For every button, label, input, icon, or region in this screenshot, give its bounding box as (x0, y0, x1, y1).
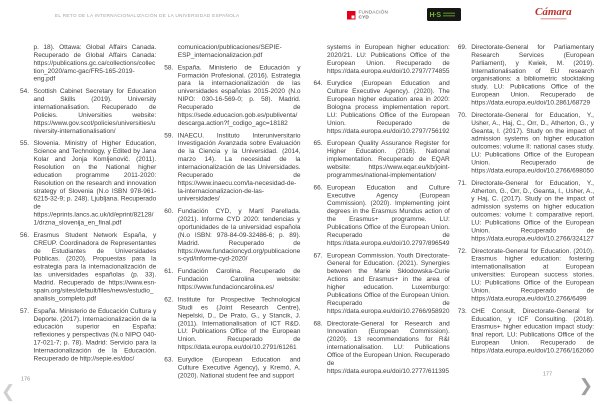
reference-text: Fundación Carolina. Recuperado de Fundación Carolina website: https://www.fundacioncarolina.es/ (177, 267, 301, 291)
page-number-right: 177 (542, 371, 552, 377)
reference-number: 67. (313, 251, 323, 259)
reference-number: 58. (164, 63, 174, 71)
reference-item (164, 267, 300, 291)
prev-page-icon[interactable]: ❮ (1, 382, 16, 401)
camara-logo-smalltext (540, 18, 566, 20)
partner-logo-glyph: H·S (429, 10, 441, 19)
references-column (164, 43, 300, 396)
reference-text: Eurydice (European Education and Culture Executive Agency). (2020). The European higher education area in 2020: Bologna process implementation report. LU: Publications Office of the European Union. Recuperado de https://data.europa.eu/doi/10.2797/756192 (327, 79, 450, 135)
reference-number: 63. (164, 355, 174, 363)
reference-number: 73. (457, 306, 467, 315)
references-column (20, 43, 156, 396)
reference-text: Directorate-General for Parliamentary Research Services (European Parliament), y Kwiek, M. (2019). Internationalisation of EU research organisations: a bibliometric stocktaking study. LU: Publications Office of the European Union. Recuperado de https://data.europa.eu/doi/10.2861/68729 (471, 43, 594, 107)
reference-number: 56. (20, 230, 30, 239)
reference-text: España. Ministerio de Educación Cultura y Deporte. (2017). Internacionalización de la educación superior en España: reflexiones y perspectivas (N.o NIPO 040-17-021-7; p. 78). Madrid: Servicio para la Internacionalización de la Educación. Recuperado de http://sepie.es/doc/ (33, 306, 157, 362)
reference-item (164, 355, 300, 379)
reference-text: systems in European higher education: 2020/21. LU: Publications Office of the European Union. Recuperado de https://data.europa.eu/doi/10.2797/774855 (327, 43, 450, 75)
reference-number: 62. (164, 295, 174, 303)
reference-text: p. 18). Ottawa: Global Affairs Canada. Recuperado de Global Affairs Canada: https://publications.gc.ca/collections/collection_2020/amc-gac/FR5-165-2019-eng.pdf (33, 43, 157, 83)
reference-item (20, 231, 156, 302)
reference-number: 68. (313, 319, 323, 327)
reference-number (20, 43, 34, 83)
reference-text: Scottish Cabinet Secretary for Education and Skills (2019). University internationalisation. Recuperado de Policies. Universities website: https://www.gov.scot/policies/universities/university-internationalisation/ (33, 87, 157, 135)
reference-number: 59. (164, 131, 174, 139)
reference-item (314, 183, 450, 246)
reference-number: 55. (20, 139, 30, 147)
cyd-logo-text (359, 10, 389, 20)
reference-item (458, 179, 594, 242)
reference-text: España. Ministerio de Educación y Formación Profesional. (2016). Estrategia para la internacionalización de las universidades españolas 2015-2020 (N.o NIPO: 030-16-569-0; p. 58). Madrid. Recuperado de https://sede.educacion.gob.es/publiventa/descarga.action?f_codigo_agc=18182 (177, 63, 301, 127)
page-left (20, 43, 301, 396)
partner-logo-smalltext (443, 13, 455, 17)
page-right (314, 43, 595, 396)
running-header-title: EL RETO DE LA INTERNACIONALIZACIÓN DE LA UNIVERSIDAD ESPAÑOLA (55, 13, 240, 19)
references-column (314, 43, 450, 396)
reference-item (314, 43, 450, 75)
reference-item (164, 207, 300, 263)
reference-number: 69. (457, 43, 467, 51)
reference-item (314, 251, 450, 314)
reference-item (314, 139, 450, 179)
reference-item (164, 43, 300, 59)
reference-text: Institute for Prospective Technological Studi es (Joint Research Centre), Nepelski, D., De Prato, G., y Stancik, J. (2011). Internationalisation of ICT R&D. LU: Publications Office of the European Union. Recuperado de https://data.europa.eu/doi/10.2791/61261 (177, 295, 301, 351)
next-page-icon[interactable]: ❯ (578, 376, 593, 395)
reference-text: Directorate-General for Education. (2010). Erasmus higher education: fostering internationalisation at European universities: European success stories. LU: Publications Office of the European Union. Recuperado de https://data.europa.eu/doi/10.2766/6499 (471, 246, 594, 302)
reference-text: Directorate-General for Education, Y., Atherton, G., Orr, D., Geanta, I., Usher, A., y Haj, C. (2017). Study on the impact of admission systems on higher education outcomes: volume I: comparative report. LU: Publications Office of the European Union. Recuperado de https://data.europa.eu/doi/10.2766/324127 (471, 178, 594, 242)
reference-number: 71. (457, 178, 467, 187)
reference-item (164, 63, 300, 126)
reference-text: European Education and Culture Executive Agency (European Commission). (2020). Implementing joint degrees in the Erasmus Mundus action of the Erasmus+ programme. LU: Publications Office of the European Union. Recuperado de https://data.europa.eu/doi/10.2797/896549 (327, 183, 450, 247)
reference-item (164, 131, 300, 202)
reference-item (458, 111, 594, 174)
reference-number: 60. (164, 207, 174, 215)
reference-text: Directorate-General for Education, Y., Usher, A., Haj, C., Orr, D., Atherton, G., y Geanta, I. (2017). Study on the impact of admission systems on higher education outcomes: volume II: national cases study. LU: Publications Office of the European Union. Recuperado de https://data.europa.eu/doi/10.2766/698050 (471, 110, 594, 174)
reference-number (314, 43, 328, 75)
reference-number: 57. (20, 306, 30, 315)
reference-item (314, 319, 450, 375)
page-number-left: 176 (21, 376, 31, 382)
reference-number: 64. (313, 79, 323, 87)
reference-item (458, 307, 594, 355)
reference-item (458, 43, 594, 106)
camara-logo-text: Cámara (535, 5, 572, 18)
reference-number: 66. (313, 183, 323, 191)
reference-text: Eurydice (European Education and Culture Executive Agency), y Kremó, A. (2020). National student fee and support (177, 355, 301, 379)
reference-item (164, 295, 300, 351)
reference-text: European Quality Assurance Register for Higher Education. (2016). National implementation. Recuperado de EQAR website: https://www.eqar.eu/kb/joint-programmes/national-implementation/ (327, 139, 450, 179)
reference-text: Slovenia. Ministry of Higher Education, Science and Technology, y Edited by Jana Kolar and Jonja Komljenovič. (2011). Resolution on the National higher education programme 2011-2020: Resolution on the research and innovation strategy of Slovenia (N.o ISBN 978-961-6215-32-9; p. 248). Ljubljana. Recuperado de https://eprints.lancs.ac.uk/id/eprint/82128/1/drzna_slovenija_en_final.pdf (33, 139, 157, 227)
reference-number (164, 43, 178, 59)
reference-number: 65. (313, 139, 323, 147)
reference-text: European Commission. Youth Directorate-General for Education. (2021). Synergies between the Marie Skłodowska-Curie Actions and Erasmus+ in the area of higher education. Luxemburgo: Publications Office of the European Union. Recuperado de https://data.europa.eu/doi/10.2766/958920 (327, 251, 450, 315)
reference-number: 61. (164, 267, 174, 275)
reference-text: CHE Consult, Directorate-General for Education, y ICF Consulting. (2018). Erasmus+ higher education impact study: final report. LU: Publications Office of the European Union. Recuperado de https://data.europa.eu/doi/10.2766/162060 (471, 306, 594, 354)
cyd-logo-icon (347, 11, 356, 20)
reference-number: 70. (457, 110, 467, 119)
reference-text: Directorate-General for Research and Innovation (European Commission). (2020). 13 recommendations for R&I internationalisation. LU: Publications Office of the European Union. Recuperado de https://data.europa.eu/doi/10.2777/611395 (327, 319, 450, 375)
reference-item (20, 43, 156, 83)
reference-item (314, 79, 450, 135)
reference-text: Fundación CYD, y Martí Parellada. (2021). Informe CYD 2020: tendencias y oportunidades de la universidad española (N.o ISBN: 978-84-09-32486-6; p. 89). Madrid. Recuperado de https://www.fundacioncyd.org/publicaciones-cyd/informe-cyd-2020/ (177, 207, 301, 263)
reference-text: INAECU. Instituto Interuniversitario Investigación Avanzada sobre Evaluación de la Ciencia y la Universidad. (2014, marzo 14). La necesidad de la internacionalización de las Universidades. Recuperado de https://www.inaecu.com/la-necesidad-de-la-internacionalizacion-de-las-universidades/ (177, 131, 301, 203)
references-spread (20, 43, 594, 396)
reference-text: Erasmus Student Network España, y CREUP. Coordinadora de Representantes de Estudiantes de Universidades Públicas. (2020). Propuestas para la estrategia para la internacionalización de las universidades españolas (p. 33). Madrid. Recuperado de https://www.esn-spain.org/sites/default/files/news/estudio_analisis_completo.pdf (33, 230, 157, 302)
reference-item (20, 87, 156, 135)
reference-item (458, 247, 594, 303)
cyd-logo-line1: FUNDACIÓN (358, 9, 389, 15)
reference-number: 54. (20, 87, 30, 95)
cyd-logo-line2: CYD (358, 14, 369, 21)
reference-text: comunicacion/publicaciones/SEPIE-ESP_internacionalizacion.pdf (177, 43, 282, 59)
reference-item (20, 139, 156, 226)
references-column (458, 43, 594, 396)
fundacion-cyd-logo (347, 10, 388, 20)
reference-item (20, 307, 156, 363)
reference-number: 72. (457, 246, 467, 255)
partner-logo (427, 8, 461, 21)
camara-logo (535, 6, 572, 20)
